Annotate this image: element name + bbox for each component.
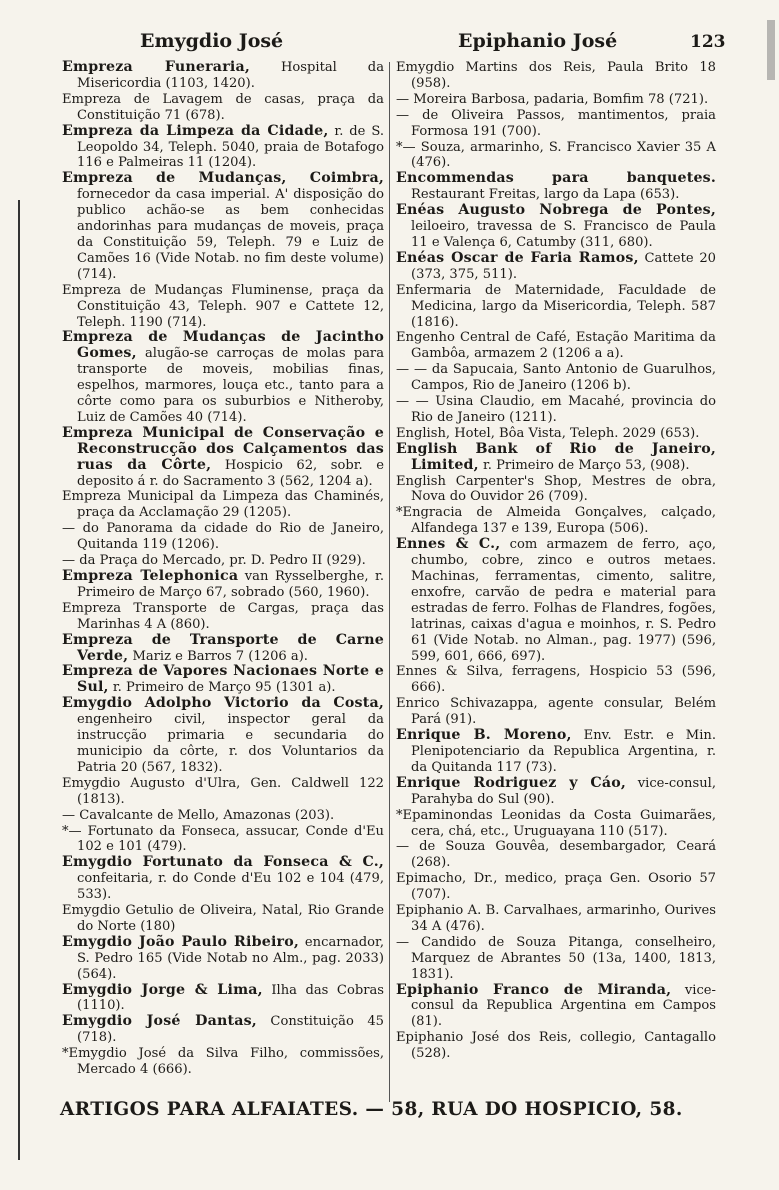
entry-text: English, Hotel, Bôa Vista, Teleph. 2029 (653). xyxy=(396,425,700,441)
entry-heading: Empreza Telephonica xyxy=(62,568,239,584)
page-header xyxy=(0,30,779,60)
entry-text: alugão-se carroças de molas para transporte de moveis, mobilias finas, espelhos, marmores, louça etc., tanto para a côrte como para os suburbios e Nitheroby, Luiz de Camões 40 (714). xyxy=(77,346,384,425)
entry-text: leiloeiro, travessa de S. Francisco de Paula 11 e Valença 6, Catumby (311, 680). xyxy=(411,219,716,250)
directory-entry xyxy=(62,92,384,124)
entry-text: confeitaria, r. do Conde d'Eu 102 e 104 (479, 533). xyxy=(77,871,384,903)
running-head-left: Emygdio José xyxy=(140,30,284,52)
entry-text: — de Souza Gouvêa, desembargador, Ceará (268). xyxy=(396,839,716,871)
entry-text: *Epaminondas Leonidas da Costa Guimarães, cera, chá, etc., Uruguayana 110 (517). xyxy=(396,807,716,839)
directory-entry xyxy=(62,776,384,808)
right-column xyxy=(396,60,716,1062)
directory-entry xyxy=(396,140,716,172)
entry-text: *Engracia de Almeida Gonçalves, calçado, Alfandega 137 e 139, Europa (506). xyxy=(396,505,716,537)
directory-entry xyxy=(396,92,716,108)
directory-entry xyxy=(62,633,384,665)
entry-heading: Ennes & C., xyxy=(396,536,501,553)
page-corner-mark xyxy=(767,20,775,80)
entry-heading: Empreza da Limpeza da Cidade, xyxy=(62,122,329,139)
entry-text: r. de S. Leopoldo 34, Teleph. 5040, praia de Botafogo 116 e Palmeiras 11 (1204). xyxy=(77,123,384,171)
entry-text: — de Oliveira Passos, mantimentos, praia Formosa 191 (700). xyxy=(396,107,716,139)
directory-entry xyxy=(62,60,384,92)
directory-entry xyxy=(396,171,716,203)
entry-text: — — da Sapucaia, Santo Antonio de Guarulhos, Campos, Rio de Janeiro (1206 b). xyxy=(396,362,716,394)
entry-text: Mariz e Barros 7 (1206 a). xyxy=(128,648,308,664)
directory-entry xyxy=(396,108,716,140)
entry-text: Cattete 20 (373, 375, 511). xyxy=(411,250,716,282)
entry-heading: Enrique Rodriguez y Cáo, xyxy=(396,774,627,791)
directory-entry xyxy=(396,362,716,394)
entry-heading: Emygdio Fortunato da Fonseca & C., xyxy=(62,854,384,871)
entry-text: *— Fortunato da Fonseca, assucar, Conde d'Eu 102 e 101 (479). xyxy=(62,823,384,855)
directory-entry xyxy=(62,903,384,935)
entry-text: Constituição 45 (718). xyxy=(77,1014,384,1046)
directory-entry xyxy=(62,124,384,172)
entry-text: Emygdio Getulio de Oliveira, Natal, Rio Grande do Norte (180) xyxy=(62,903,384,934)
directory-entry xyxy=(62,935,384,983)
directory-entry xyxy=(396,808,716,840)
entry-text: Engenho Central de Café, Estação Maritima da Gambôa, armazem 2 (1206 a a). xyxy=(396,330,716,362)
directory-entry xyxy=(62,1046,384,1078)
entry-text: — — Usina Claudio, em Macahé, provincia do Rio de Janeiro (1211). xyxy=(396,394,716,425)
entry-heading: Encommendas para banquetes. xyxy=(396,170,716,187)
footer-advert: ARTIGOS PARA ALFAIATES. — 58, RUA DO HOSPICIO, 58. xyxy=(60,1099,683,1120)
directory-entry xyxy=(396,903,716,935)
entry-heading: Empreza de Vapores Nacionaes Norte e Sul, xyxy=(62,663,384,696)
entry-text: vice-consul da Republica Argentina em Campos (81). xyxy=(411,982,716,1030)
entry-heading: Epiphanio Franco de Miranda, xyxy=(396,981,672,998)
entry-heading: Enéas Oscar de Faria Ramos, xyxy=(396,249,639,266)
directory-entry xyxy=(62,983,384,1015)
entry-heading: English Bank of Rio de Janeiro, Limited, xyxy=(396,440,716,473)
entry-text: *Emygdio José da Silva Filho, commissões, Mercado 4 (666). xyxy=(62,1046,384,1078)
directory-entry xyxy=(396,839,716,871)
entry-text: r. Primeiro de Março 95 (1301 a). xyxy=(108,680,336,696)
entry-text: encarnador, S. Pedro 165 (Vide Notab no Alm., pag. 2033) (564). xyxy=(77,934,385,982)
entry-text: Enfermaria de Maternidade, Faculdade de Medicina, largo da Misericordia, Teleph. 587 (1816). xyxy=(396,282,716,330)
directory-entry xyxy=(396,283,716,331)
directory-entry xyxy=(62,664,384,696)
entry-text: Emygdio Martins dos Reis, Paula Brito 18 (958). xyxy=(396,60,716,91)
directory-entry xyxy=(62,171,384,282)
entry-heading: Empreza de Mudanças, Coimbra, xyxy=(62,170,384,187)
entry-heading: Empreza de Mudanças de Jacintho Gomes, xyxy=(62,329,384,362)
directory-entry xyxy=(62,569,384,601)
directory-entry xyxy=(62,553,384,569)
entry-text: Empreza de Lavagem de casas, praça da Constituição 71 (678). xyxy=(62,91,384,123)
directory-entry xyxy=(62,521,384,553)
entry-heading: Enrique B. Moreno, xyxy=(396,727,572,744)
entry-text: Hospicio 62, sobr. e deposito á r. do Sacramento 3 (562, 1204 a). xyxy=(77,457,384,489)
directory-entry xyxy=(396,983,716,1031)
directory-entry xyxy=(396,442,716,474)
entry-text: Enrico Schivazappa, agente consular, Belém Pará (91). xyxy=(396,696,716,728)
entry-text: Env. Estr. e Min. Plenipotenciario da Republica Argentina, r. da Quitanda 117 (73). xyxy=(411,728,716,775)
entry-text: — Moreira Barbosa, padaria, Bomfim 78 (721). xyxy=(396,91,709,107)
entry-text: Ilha das Cobras (1110). xyxy=(77,982,384,1014)
entry-heading: Enéas Augusto Nobrega de Pontes, xyxy=(396,202,716,219)
directory-entry xyxy=(62,426,384,490)
entry-text: Empreza Municipal da Limpeza das Chaminés, praça da Acclamação 29 (1205). xyxy=(62,489,384,521)
entry-heading: Empreza Municipal de Conservação e Reconstrucção dos Calçamentos das ruas da Côrte, xyxy=(62,424,384,473)
directory-entry xyxy=(62,824,384,856)
entry-heading: Empreza Funeraria, xyxy=(62,59,250,75)
entry-text: van Rysselberghe, r. Primeiro de Março 67, sobrado (560, 1960). xyxy=(77,569,385,600)
entry-text: — Candido de Souza Pitanga, conselheiro, Marquez de Abrantes 50 (13a, 1400, 1813, 1831). xyxy=(396,934,716,982)
directory-entry xyxy=(396,60,716,92)
entry-text: — da Praça do Mercado, pr. D. Pedro II (929). xyxy=(62,553,366,569)
directory-entry xyxy=(62,283,384,331)
directory-entry xyxy=(396,505,716,537)
directory-entry xyxy=(396,935,716,983)
entry-text: — Cavalcante de Mello, Amazonas (203). xyxy=(62,807,335,823)
entry-text: fornecedor da casa imperial. A' disposição do publico achão-se as bem conhecidas andorinhas para mudanças de moveis, praça da Constituição 59, Teleph. 79 e Luiz de Camões 16 (Vide Notab. no fim deste volume) (714). xyxy=(77,187,384,282)
directory-entry xyxy=(62,696,384,776)
directory-entry xyxy=(396,426,716,442)
directory-entry xyxy=(396,330,716,362)
entry-text: Epimacho, Dr., medico, praça Gen. Osorio 57 (707). xyxy=(396,871,716,903)
left-column xyxy=(62,60,384,1078)
entry-text: — do Panorama da cidade do Rio de Janeiro, Quitanda 119 (1206). xyxy=(62,521,384,553)
directory-entry xyxy=(62,808,384,824)
page-number: 123 xyxy=(690,32,726,52)
entry-text: Emygdio Augusto d'Ulra, Gen. Caldwell 122 (1813). xyxy=(62,775,384,807)
entry-text: Empreza de Mudanças Fluminense, praça da Constituição 43, Teleph. 907 e Cattete 12, Teleph. 1190 (714). xyxy=(62,282,384,330)
entry-heading: Emygdio Adolpho Victorio da Costa, xyxy=(62,695,384,712)
directory-entry xyxy=(62,855,384,903)
directory-entry xyxy=(396,776,716,808)
entry-text: Ennes & Silva, ferragens, Hospicio 53 (596, 666). xyxy=(396,664,716,696)
running-head-right: Epiphanio José xyxy=(458,30,618,52)
entry-text: *— Souza, armarinho, S. Francisco Xavier 35 A (476). xyxy=(396,139,716,171)
directory-entry xyxy=(62,330,384,425)
directory-entry xyxy=(396,251,716,283)
entry-text: English Carpenter's Shop, Mestres de obra, Nova do Ouvidor 26 (709). xyxy=(396,473,716,505)
entry-heading: Emygdio José Dantas, xyxy=(62,1013,257,1030)
entry-text: Epiphanio A. B. Carvalhaes, armarinho, Ourives 34 A (476). xyxy=(396,903,716,934)
entry-text: Restaurant Freitas, largo da Lapa (653). xyxy=(411,187,680,203)
directory-entry xyxy=(396,203,716,251)
entry-text: vice-consul, Parahyba do Sul (90). xyxy=(411,775,716,807)
directory-entry xyxy=(396,728,716,776)
entry-text: Hospital da Misericordia (1103, 1420). xyxy=(77,60,384,91)
directory-entry xyxy=(396,394,716,426)
directory-entry xyxy=(396,871,716,903)
directory-entry xyxy=(396,1030,716,1062)
directory-entry xyxy=(62,1014,384,1046)
directory-entry xyxy=(396,537,716,664)
entry-heading: Emygdio João Paulo Ribeiro, xyxy=(62,933,300,950)
entry-text: com armazem de ferro, aço, chumbo, cobre, zinco e outros metaes. Machinas, ferramentas, cimento, salitre, enxofre, carvão de pedra e material para estradas de ferro. Folhas de Flandres, fogões, latrinas, caixas d'agua e moinhos, r. S. Pedro 61 (Vide Notab. no Alman., pag. 1977) (596, 599, 601, 666, 697). xyxy=(411,537,716,664)
entry-text: engenheiro civil, inspector geral da instrucção primaria e secundaria do municipio da côrte, r. dos Voluntarios da Patria 20 (567, 1832). xyxy=(77,712,384,775)
entry-heading: Empreza de Transporte de Carne Verde, xyxy=(62,631,384,664)
entry-text: Empreza Transporte de Cargas, praça das Marinhas 4 A (860). xyxy=(62,600,384,632)
entry-heading: Emygdio Jorge & Lima, xyxy=(62,981,263,998)
column-divider xyxy=(389,62,390,1102)
directory-entry xyxy=(62,601,384,633)
page-edge-shadow xyxy=(18,200,20,1160)
entry-text: r. Primeiro de Março 53, (908). xyxy=(478,457,690,473)
directory-entry xyxy=(396,474,716,506)
entry-text: Epiphanio José dos Reis, collegio, Cantagallo (528). xyxy=(396,1030,716,1062)
directory-entry xyxy=(396,664,716,696)
directory-entry xyxy=(62,489,384,521)
directory-entry xyxy=(396,696,716,728)
